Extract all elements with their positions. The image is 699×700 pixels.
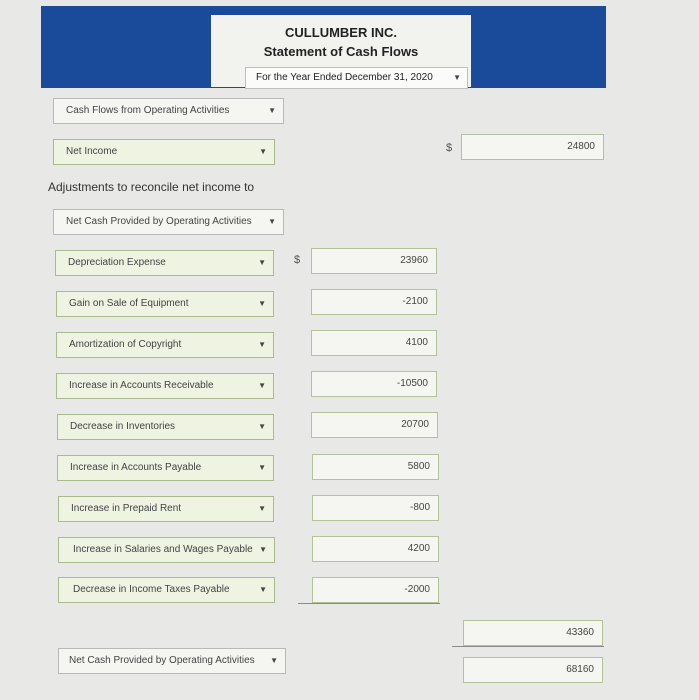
adjustment-select[interactable] bbox=[56, 332, 274, 358]
adjustment-amount-input[interactable]: -800 bbox=[312, 495, 439, 521]
section-select-value: Cash Flows from Operating Activities bbox=[66, 105, 230, 116]
total-adjustments-input[interactable]: 43360 bbox=[463, 620, 603, 646]
adjustment-amount-input[interactable]: -10500 bbox=[311, 371, 437, 397]
adjustment-amount-input[interactable]: -2100 bbox=[311, 289, 437, 315]
chevron-down-icon: ▼ bbox=[258, 258, 266, 267]
chevron-down-icon: ▼ bbox=[258, 422, 266, 431]
adjustment-select[interactable] bbox=[56, 373, 274, 399]
adjustments-select-value: Net Cash Provided by Operating Activities bbox=[66, 216, 252, 227]
adjustment-select-value: Increase in Prepaid Rent bbox=[71, 503, 182, 514]
chevron-down-icon: ▼ bbox=[268, 217, 276, 226]
total-rule bbox=[452, 646, 604, 647]
statement-title: Statement of Cash Flows bbox=[263, 44, 419, 59]
net-income-select[interactable] bbox=[53, 139, 275, 165]
adjustments-label: Adjustments to reconcile net income to bbox=[48, 180, 255, 194]
adjustment-select[interactable] bbox=[56, 291, 274, 317]
adjustment-select-value: Gain on Sale of Equipment bbox=[69, 298, 189, 309]
chevron-down-icon: ▼ bbox=[259, 147, 267, 156]
subtotal-rule bbox=[298, 603, 440, 604]
adjustment-amount-input[interactable]: -2000 bbox=[312, 577, 439, 603]
chevron-down-icon: ▼ bbox=[270, 656, 278, 665]
adjustment-select-value: Increase in Accounts Payable bbox=[70, 462, 202, 473]
adjustment-select[interactable] bbox=[58, 577, 275, 603]
adjustment-select-value: Depreciation Expense bbox=[68, 257, 166, 268]
adjustment-amount-input[interactable]: 4100 bbox=[311, 330, 437, 356]
adjustment-amount-input[interactable]: 23960 bbox=[311, 248, 437, 274]
net-cash-select[interactable] bbox=[58, 648, 286, 674]
statement-header bbox=[41, 6, 606, 88]
adjustment-amount-input[interactable]: 4200 bbox=[312, 536, 439, 562]
net-cash-amount-input[interactable]: 68160 bbox=[463, 657, 603, 683]
adjustment-select[interactable] bbox=[58, 496, 274, 522]
adjustment-select[interactable] bbox=[57, 414, 274, 440]
period-select-value: For the Year Ended December 31, 2020 bbox=[256, 72, 433, 83]
adjustment-select-value: Decrease in Income Taxes Payable bbox=[73, 584, 230, 595]
section-select[interactable] bbox=[53, 98, 284, 124]
adjustment-select-value: Amortization of Copyright bbox=[69, 339, 182, 350]
net-cash-select-value: Net Cash Provided by Operating Activities bbox=[69, 655, 255, 666]
chevron-down-icon: ▼ bbox=[268, 106, 276, 115]
chevron-down-icon: ▼ bbox=[258, 463, 266, 472]
period-select[interactable] bbox=[245, 67, 468, 89]
chevron-down-icon: ▼ bbox=[259, 585, 267, 594]
adjustment-amount-input[interactable]: 20700 bbox=[311, 412, 438, 438]
adjustments-select[interactable] bbox=[53, 209, 284, 235]
adjustment-select-value: Increase in Salaries and Wages Payable bbox=[73, 544, 253, 555]
chevron-down-icon: ▼ bbox=[259, 545, 267, 554]
adjustment-select[interactable] bbox=[57, 455, 274, 481]
net-income-amount-input[interactable]: 24800 bbox=[461, 134, 604, 160]
chevron-down-icon: ▼ bbox=[258, 340, 266, 349]
adjustment-amount-input[interactable]: 5800 bbox=[312, 454, 439, 480]
chevron-down-icon: ▼ bbox=[258, 299, 266, 308]
adjustment-select[interactable] bbox=[55, 250, 274, 276]
adjustment-select-value: Increase in Accounts Receivable bbox=[69, 380, 214, 391]
header-card bbox=[211, 15, 471, 87]
adjustment-select-value: Decrease in Inventories bbox=[70, 421, 176, 432]
adjustment-select[interactable] bbox=[58, 537, 275, 563]
net-income-select-value: Net Income bbox=[66, 146, 118, 157]
chevron-down-icon: ▼ bbox=[258, 381, 266, 390]
company-name: CULLUMBER INC. bbox=[285, 25, 397, 40]
chevron-down-icon: ▼ bbox=[453, 73, 461, 82]
currency-symbol: $ bbox=[446, 142, 453, 154]
currency-symbol: $ bbox=[294, 254, 301, 266]
chevron-down-icon: ▼ bbox=[258, 504, 266, 513]
